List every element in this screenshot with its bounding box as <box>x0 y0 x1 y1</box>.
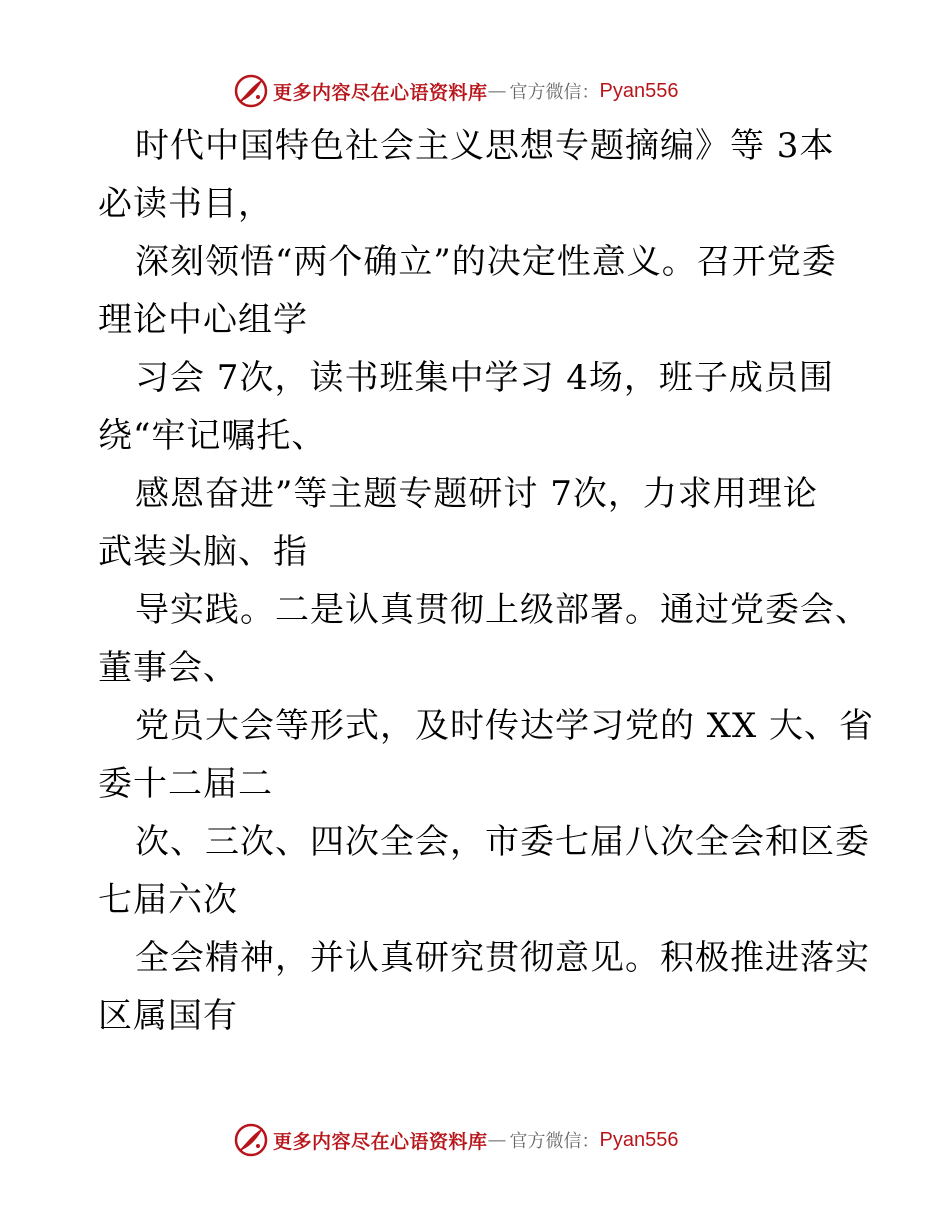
text-line: 七届六次 <box>98 880 238 920</box>
header-wechat-id: Pyan556 <box>599 79 679 102</box>
header-library-text: 更多内容尽在心语资料库 <box>273 81 488 104</box>
text-line: 委十二届二 <box>98 764 273 804</box>
text-line: 感恩奋进”等主题专题研讨 7次，力求用理论 <box>135 474 818 514</box>
text-line: 绕“牢记嘱托、 <box>98 416 327 456</box>
header-wechat-label: 官方微信： <box>509 82 600 103</box>
text-line: 次、三次、四次全会，市委七届八次全会和区委 <box>135 822 870 862</box>
footer-wechat-id: Pyan556 <box>599 1128 679 1151</box>
text-line: 理论中心组学 <box>98 300 308 340</box>
body-text <box>98 117 875 1045</box>
footer-wechat-label: 官方微信： <box>509 1131 600 1152</box>
feather-pen-circle-icon <box>233 73 269 109</box>
header-banner <box>233 71 678 111</box>
text-line: 习会 7次，读书班集中学习 4场，班子成员围 <box>135 358 834 398</box>
text-line: 武装头脑、指 <box>98 532 308 572</box>
feather-pen-circle-icon <box>233 1122 269 1158</box>
text-line: 全会精神，并认真研究贯彻意见。积极推进落实 <box>135 938 870 978</box>
text-line: 导实践。二是认真贯彻上级部署。通过党委会、 <box>135 590 870 630</box>
footer-separator: — <box>487 1129 507 1151</box>
header-separator: — <box>487 80 507 102</box>
text-line: 必读书目， <box>98 184 273 224</box>
text-line: 董事会、 <box>98 648 238 688</box>
text-line: 党员大会等形式，及时传达学习党的 XX 大、省 <box>135 706 875 746</box>
footer-banner <box>233 1120 678 1160</box>
text-line: 深刻领悟“两个确立”的决定性意义。召开党委 <box>135 242 837 282</box>
text-line: 区属国有 <box>98 996 238 1036</box>
text-line: 时代中国特色社会主义思想专题摘编》等 3本 <box>135 126 835 166</box>
footer-library-text: 更多内容尽在心语资料库 <box>273 1130 488 1153</box>
